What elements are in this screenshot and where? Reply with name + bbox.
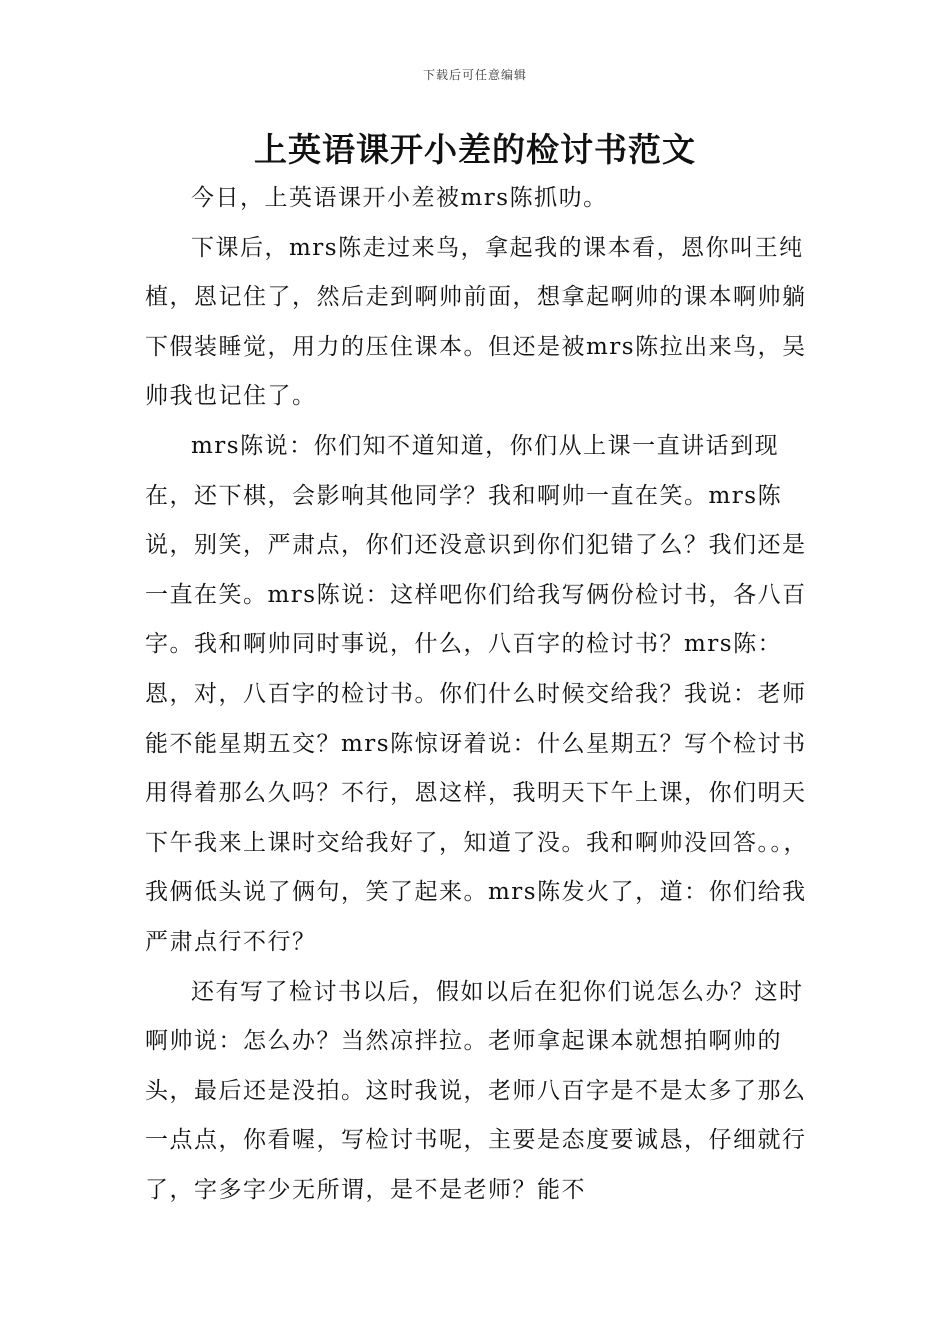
page-header: 下载后可任意编辑 bbox=[422, 68, 527, 82]
paragraph-1: 今日，上英语课开小差被mrs陈抓叻。 bbox=[191, 185, 608, 211]
paragraph-4: 还有写了检讨书以后，假如以后在犯你们说怎么办？这时啊帅说：怎么办？当然凉拌拉。老师拿起课本就想拍啊帅的头，最后还是没拍。这时我说，老师八百字是不是太多了那么一点点，你看喔，写检讨书呢，主要是态度要诚恳，仔细就行了，字多字少无所谓，是不是老师？能不 bbox=[145, 978, 807, 1203]
document-title: 上英语课开小差的检讨书范文 bbox=[254, 130, 696, 169]
paragraph-2: 下课后，mrs陈走过来鸟，拿起我的课本看，恩你叫王纯植，恩记住了，然后走到啊帅前面，想拿起啊帅的课本啊帅躺下假装睡觉，用力的压住课本。但还是被mrs陈拉出来鸟，吴帅我也记住了。 bbox=[145, 234, 807, 410]
paragraph-3: mrs陈说：你们知不道知道，你们从上课一直讲话到现在，还下棋，会影响其他同学？我和啊帅一直在笑。mrs陈说，别笑，严肃点，你们还没意识到你们犯错了么？我们还是一直在笑。mrs陈说：这样吧你们给我写俩份检讨书，各八百字。我和啊帅同时事说，什么，八百字的检讨书？mrs陈：恩，对，八百字的检讨书。你们什么时候交给我？我说：老师能不能星期五交？mrs陈惊讶着说：什么星期五？写个检讨书用得着那么久吗？不行，恩这样，我明天下午上课，你们明天下午我来上课时交给我好了，知道了没。我和啊帅没回答。。，我俩低头说了俩句，笑了起来。mrs陈发火了，道：你们给我严肃点行不行？ bbox=[145, 432, 808, 955]
document-body bbox=[145, 174, 817, 1215]
